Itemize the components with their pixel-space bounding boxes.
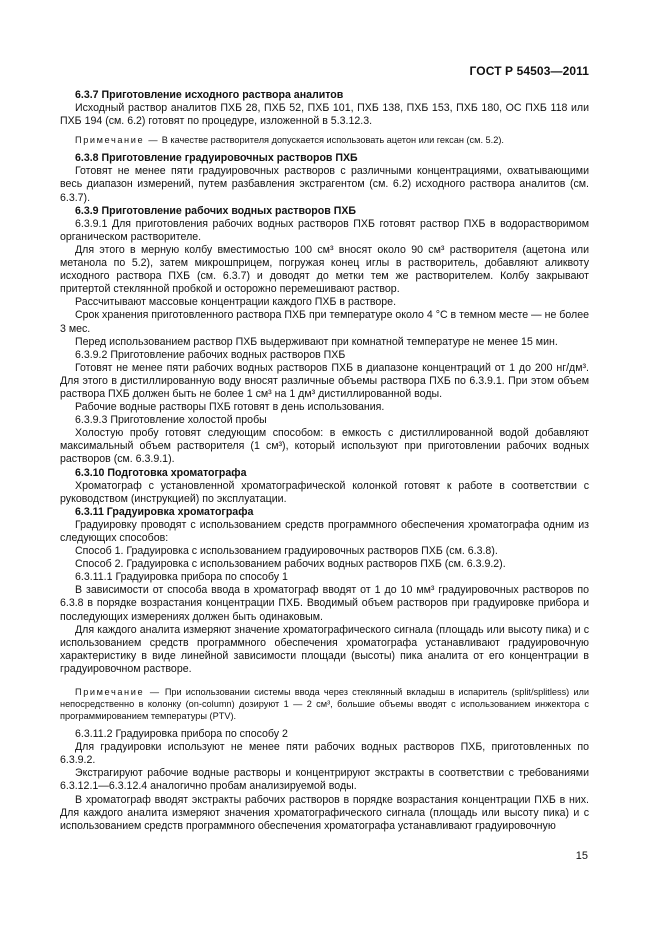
paragraph: Для градуировки используют не менее пяти рабочих водных растворов ПХБ, приготовленных по 6.3.9.2. xyxy=(60,741,589,767)
paragraph: Способ 1. Градуировка с использованием градуировочных растворов ПХБ (см. 6.3.8). xyxy=(75,545,498,558)
note xyxy=(60,686,589,722)
subsection-heading-6-3-9-3: 6.3.9.3 Приготовление холостой пробы xyxy=(75,414,267,427)
document-body xyxy=(60,89,589,833)
page-number: 15 xyxy=(575,850,588,862)
paragraph: Способ 2. Градуировка с использованием рабочих водных растворов ПХБ (см. 6.3.9.2). xyxy=(75,558,506,571)
paragraph: Градуировку проводят с использованием средств программного обеспечения хроматографа одним из следующих способов: xyxy=(60,518,589,544)
paragraph: Для каждого аналита измеряют значение хроматографического сигнала (площадь или высоту пика) и с использованием средств программного обеспечения хроматографа устанавливают градуировочную характеристику в виде линейной зависимости площади (высоты) пика аналита от его концентрации в градуировочном растворе. xyxy=(60,623,589,675)
section-heading-6-3-8: 6.3.8 Приготовление градуировочных растворов ПХБ xyxy=(75,152,358,165)
section-heading-6-3-9: 6.3.9 Приготовление рабочих водных растворов ПХБ xyxy=(75,204,357,217)
paragraph: Готовят не менее пяти рабочих водных растворов ПХБ в диапазоне концентраций от 1 до 200 нг/дм³. Для этого в дистиллированную воду вносят различные объемы раствора ПХБ по 6.3.9.1. При этом объем раствора ПХБ должен быть не более 1 см³ на 1 дм³ дистиллированной воды. xyxy=(60,361,589,400)
paragraph: Перед использованием раствор ПХБ выдерживают при комнатной температуре не менее 15 мин. xyxy=(75,335,558,348)
note-label: Примечание — xyxy=(75,135,160,146)
paragraph: Рабочие водные растворы ПХБ готовят в день использования. xyxy=(75,401,385,414)
section-heading-6-3-11: 6.3.11 Градуировка хроматографа xyxy=(75,505,254,518)
note-text: В качестве растворителя допускается использовать ацетон или гексан (см. 5.2). xyxy=(161,135,504,146)
paragraph: Рассчитывают массовые концентрации каждого ПХБ в растворе. xyxy=(75,296,397,309)
subsection-heading-6-3-9-2: 6.3.9.2 Приготовление рабочих водных растворов ПХБ xyxy=(75,348,346,361)
paragraph: Готовят не менее пяти градуировочных растворов с различными концентрациями, охватывающими весь диапазон измерений, путем разбавления экстрагентом (см. 6.2) исходного раствора аналитов (см. 6.3.7). xyxy=(60,165,589,204)
paragraph: Срок хранения приготовленного раствора ПХБ при температуре около 4 °C в темном месте — не более 3 мес. xyxy=(60,309,589,335)
paragraph: Хроматограф с установленной хроматографической колонкой готовят к работе в соответствии с руководством (инструкцией) по эксплуатации. xyxy=(60,479,589,505)
paragraph: 6.3.9.1 Для приготовления рабочих водных растворов ПХБ готовят раствор ПХБ в водорастворимом органическом растворителе. xyxy=(60,217,589,243)
paragraph: Для этого в мерную колбу вместимостью 100 см³ вносят около 90 см³ растворителя (ацетона или метанола по 5.2), затем микрошприцем, погружая конец иглы в растворитель, добавляют аликвоту исходного раствора ПХБ (см. 6.3.7) и доводят до метки тем же растворителем. Колбу закрывают притертой стеклянной пробкой и осторожно перемешивают раствор. xyxy=(60,243,589,296)
paragraph: Исходный раствор аналитов ПХБ 28, ПХБ 52, ПХБ 101, ПХБ 138, ПХБ 153, ПХБ 180, ОС ПХБ 118 или ПХБ 194 (см. 6.2) готовят по процедуре, изложенной в 5.3.12.3. xyxy=(60,102,589,128)
paragraph: Экстрагируют рабочие водные растворы и концентрируют экстракты в соответствии с требованиями 6.3.12.1—6.3.12.4 аналогично пробам анализируемой воды. xyxy=(60,767,589,793)
subsection-heading-6-3-11-2: 6.3.11.2 Градуировка прибора по способу 2 xyxy=(75,728,288,741)
note-label: Примечание — xyxy=(75,687,161,698)
note-text: При использовании системы ввода через стеклянный вкладыш в испаритель (split/splitless) или непосредственно в колонку (on-column) дозируют 1 — 2 см³, большие объемы вводят с использованием инжектора с программированием температуры (PTV). xyxy=(60,687,589,722)
section-heading-6-3-7: 6.3.7 Приготовление исходного раствора аналитов xyxy=(75,89,344,101)
paragraph: В хроматограф вводят экстракты рабочих растворов в порядке возрастания концентрации ПХБ в них. Для каждого аналита измеряют значения хроматографического сигнала (площадь или высоту пика) и с использованием средств программного обеспечения хроматографа устанавливают градуировочную xyxy=(60,793,589,832)
paragraph: Холостую пробу готовят следующим способом: в емкость с дистиллированной водой добавляют максимальный объем растворителя (1 см³), который используют при приготовлении рабочих водных растворов (см. 6.3.9.1). xyxy=(60,427,589,466)
section-heading-6-3-10: 6.3.10 Подготовка хроматографа xyxy=(75,466,247,479)
paragraph: В зависимости от способа ввода в хроматограф вводят от 1 до 10 мм³ градуировочных растворов по 6.3.8 в порядке возрастания концентрации ПХБ. Вводимый объем растворов при градуировке прибора и последующих измерениях должен быть одинаковым. xyxy=(60,584,589,623)
document-header: ГОСТ Р 54503—2011 xyxy=(469,64,589,78)
note xyxy=(60,134,589,146)
subsection-heading-6-3-11-1: 6.3.11.1 Градуировка прибора по способу 1 xyxy=(75,571,288,584)
